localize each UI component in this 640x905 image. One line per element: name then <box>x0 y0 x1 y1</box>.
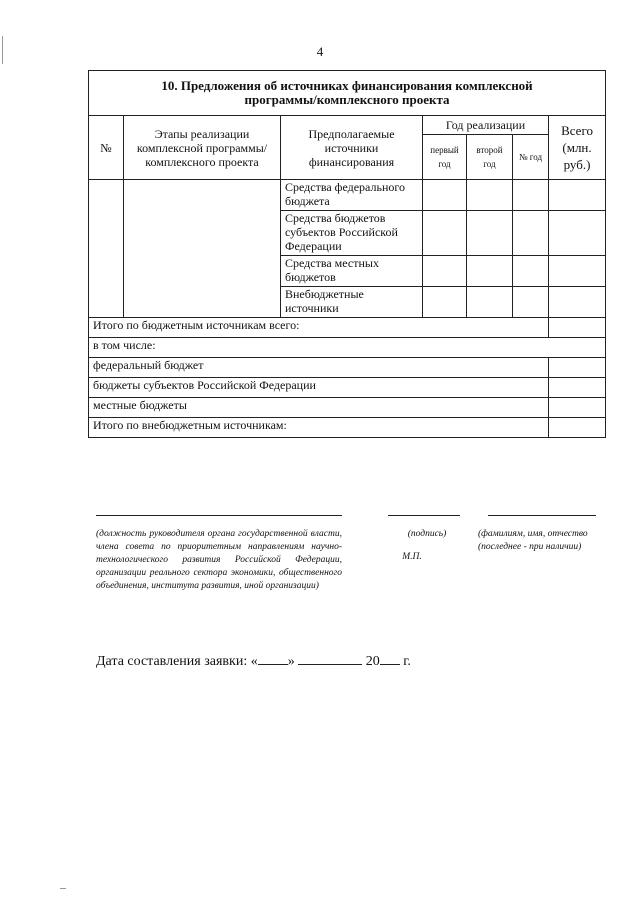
header-first-year: первый год <box>423 135 467 180</box>
cell-empty <box>467 287 513 318</box>
header-stages: Этапы реализации комплексной программы/комплексного проекта <box>124 116 281 180</box>
year-prefix: 20 <box>365 654 380 669</box>
summary-row: местные бюджеты <box>89 398 549 418</box>
table-title-line-1: 10. Предложения об источниках финансирования комплексной <box>161 78 533 93</box>
header-n-year: № год <box>513 135 549 180</box>
cell-empty <box>423 287 467 318</box>
cell-empty <box>467 211 513 256</box>
cell-empty <box>467 180 513 211</box>
cell-empty <box>513 211 549 256</box>
day-blank <box>258 652 288 665</box>
name-line <box>488 515 596 516</box>
header-second-year: второй год <box>467 135 513 180</box>
cell-empty <box>423 211 467 256</box>
summary-row: Итого по бюджетным источникам всего: <box>89 318 549 338</box>
date-quote-close: » <box>287 654 295 669</box>
signature-caption: (подпись) <box>407 529 447 539</box>
cell-empty <box>513 287 549 318</box>
source-row-extrabudgetary: Внебюджетные источники <box>281 287 423 318</box>
year-blank <box>380 652 400 665</box>
source-row-local: Средства местных бюджетов <box>281 256 423 287</box>
cell-empty <box>549 358 606 378</box>
stamp-caption: М.П. <box>402 552 422 562</box>
position-line <box>96 515 342 516</box>
summary-row: Итого по внебюджетным источникам: <box>89 418 549 438</box>
header-sources: Предполагаемые источники финансирования <box>281 116 423 180</box>
cell-empty <box>549 418 606 438</box>
table-title-line-2: программы/комплексного проекта <box>244 92 450 107</box>
application-date <box>96 652 411 670</box>
year-suffix: г. <box>403 654 411 669</box>
position-caption: (должность руководителя органа государственной власти, члена совета по приоритетным направлениям научно-технологического развития Российской Федерации, организации реального сектора экономики, общественного объединения, института развития, иной организации) <box>96 529 342 591</box>
month-blank <box>298 652 362 665</box>
cell-stages <box>124 180 281 318</box>
page-number: 4 <box>316 44 324 59</box>
signature-line <box>388 515 460 516</box>
cell-empty <box>423 256 467 287</box>
summary-row: в том числе: <box>89 338 606 358</box>
source-row-federal: Средства федерального бюджета <box>281 180 423 211</box>
cell-empty <box>549 180 606 211</box>
cell-empty <box>549 211 606 256</box>
cell-empty <box>513 180 549 211</box>
cell-empty <box>549 256 606 287</box>
cell-number <box>89 180 124 318</box>
cell-empty <box>549 378 606 398</box>
margin-mark <box>60 888 66 889</box>
cell-empty <box>549 398 606 418</box>
cell-empty <box>467 256 513 287</box>
summary-row: бюджеты субъектов Российской Федерации <box>89 378 549 398</box>
cell-empty <box>423 180 467 211</box>
name-caption: (фамилиям, имя, отчество (последнее - при наличии) <box>478 529 588 552</box>
table-title <box>89 71 606 116</box>
cell-empty <box>549 318 606 338</box>
financing-table <box>88 70 606 438</box>
summary-row: федеральный бюджет <box>89 358 549 378</box>
header-number: № <box>89 116 124 180</box>
source-row-regional: Средства бюджетов субъектов Российской Федерации <box>281 211 423 256</box>
cell-empty <box>513 256 549 287</box>
header-year: Год реализации <box>423 116 549 135</box>
cell-empty <box>549 287 606 318</box>
header-total: Всего (млн. руб.) <box>549 116 606 180</box>
date-label: Дата составления заявки: « <box>96 654 258 669</box>
